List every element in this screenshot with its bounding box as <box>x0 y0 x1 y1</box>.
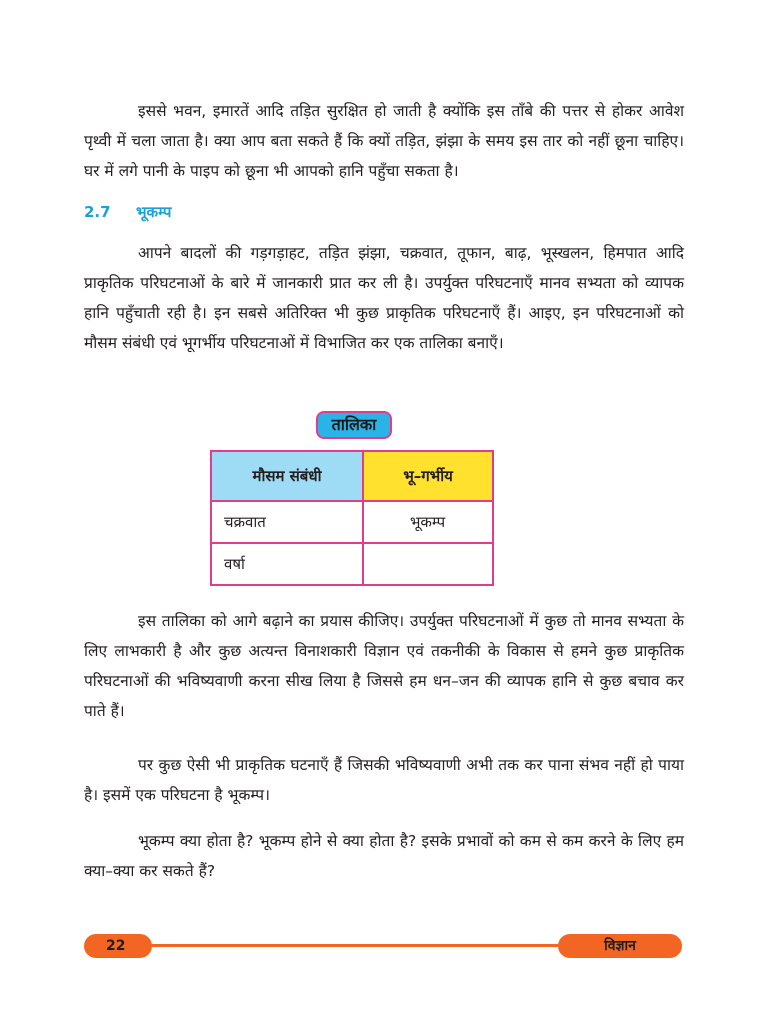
table-cell <box>363 543 493 585</box>
paragraph-extend-table: इस तालिका को आगे बढ़ाने का प्रयास कीजिए। उपर्युक्त परिघटनाओं में कुछ तो मानव सभ्यता के लिए लाभकारी है और कुछ अत्यन्त विनाशकारी विज्ञान एवं तकनीकी के विकास से हमने कुछ प्राकृतिक परिघटनाओं की भविष्यवाणी करना सीख लिया है जिससे हम धन–जन की व्यापक हानि से कुछ बचाव कर पाते हैं। <box>84 612 684 720</box>
paragraph-lightning-safety: इससे भवन, इमारतें आदि तड़ित सुरक्षित हो जाती है क्योंकि इस ताँबे की पत्तर से होकर आवेश पृथ्वी में चला जाता है। क्या आप बता सकते हैं कि क्यों तड़ित, झंझा के समय इस तार को नहीं छूना चाहिए। घर में लगे पानी के पाइप को छूना भी आपको हानि पहुँचा सकता है। <box>84 102 684 180</box>
section-number: 2.7 <box>84 203 111 221</box>
table-cell: चक्रवात <box>211 501 363 543</box>
paragraph-natural-phenomena: आपने बादलों की गड़गड़ाहट, तड़ित झंझा, चक्रवात, तूफान, बाढ़, भूस्खलन, हिमपात आदि प्राकृतिक परिघटनाओं के बारे में जानकारी प्रात कर ली है। उपर्युक्त परिघटनाएँ मानव सभ्यता को व्यापक हानि पहुँचाती रही है। इन सबसे अतिरिक्त भी कुछ प्राकृतिक परिघटनाएँ हैं। आइए, इन परिघटनाओं को मौसम संबंधी एवं भूगर्भीय परिघटनाओं में विभाजित कर एक तालिका बनाएँ। <box>84 244 684 352</box>
phenomena-table <box>210 450 494 586</box>
paragraph-earthquake-questions: भूकम्प क्या होता है? भूकम्प होने से क्या होता है? इसके प्रभावों को कम से कम करने के लिए हम क्या–क्या कर सकते हैं? <box>84 832 684 880</box>
table-header-weather: मौसम संबंधी <box>211 451 363 501</box>
table-header-geological: भू–गर्भीय <box>363 451 493 501</box>
page-number: 22 <box>84 934 152 958</box>
subject-label: विज्ञान <box>558 934 682 958</box>
section-title: भूकम्प <box>136 203 172 221</box>
table-row <box>211 543 493 585</box>
table-row <box>211 501 493 543</box>
table-header-row <box>211 451 493 501</box>
section-heading <box>84 202 171 222</box>
table-cell: भूकम्प <box>363 501 493 543</box>
footer-divider <box>140 944 570 947</box>
paragraph-unpredictable-events: पर कुछ ऐसी भी प्राकृतिक घटनाएँ हैं जिसकी भविष्यवाणी अभी तक कर पाना संभव नहीं हो पाया है। इसमें एक परिघटना है भूकम्प। <box>84 756 684 804</box>
table-cell: वर्षा <box>211 543 363 585</box>
table-caption: तालिका <box>316 411 392 439</box>
